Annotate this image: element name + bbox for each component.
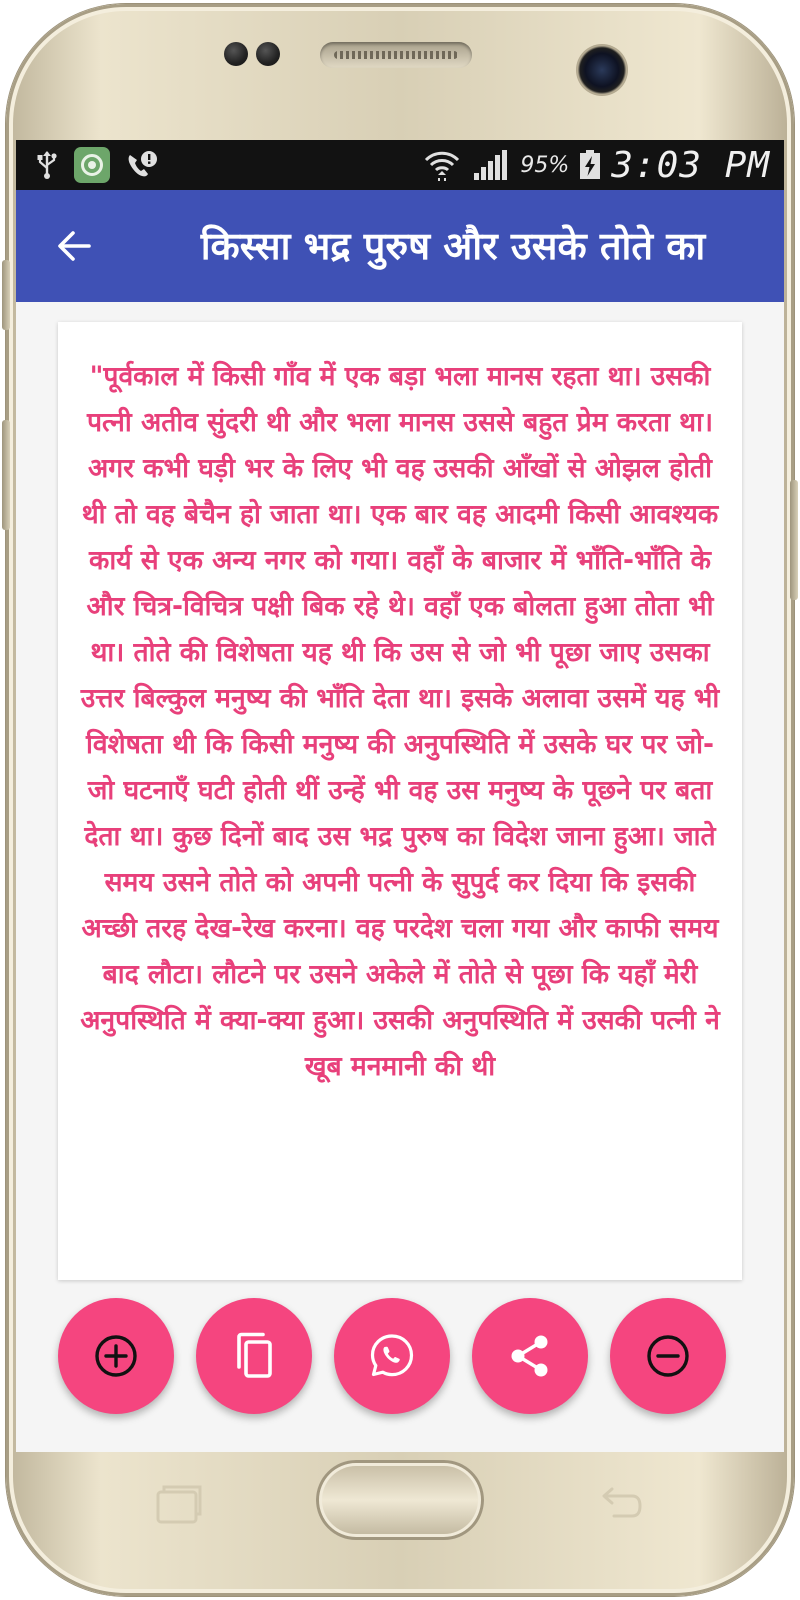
usb-icon — [34, 150, 60, 180]
zoom-in-button[interactable] — [58, 1298, 174, 1414]
battery-charging-icon — [579, 150, 601, 180]
minus-circle-icon — [645, 1333, 691, 1379]
home-button[interactable] — [316, 1460, 484, 1540]
status-bar — [16, 140, 784, 190]
share-button[interactable] — [472, 1298, 588, 1414]
sensor-dot — [256, 42, 280, 66]
app-bar — [16, 190, 784, 302]
action-button-row — [16, 1298, 784, 1418]
story-card — [58, 322, 742, 1280]
sensor-dot — [224, 42, 248, 66]
front-camera — [576, 44, 628, 96]
story-text: "पूर्वकाल में किसी गाँव में एक बड़ा भला मानस रहता था। उसकी पत्नी अतीव सुंदरी थी और भला मानस उससे बहुत प्रेम करता था। अगर कभी घड़ी भर के लिए भी वह उसकी आँखों से ओझल होती थी तो वह बेचैन हो जाता था। एक बार वह आदमी किसी आवश्यक कार्य से एक अन्य नगर को गया। वहाँ के बाजार में भाँति-भाँति के और चित्र-विचित्र पक्षी बिक रहे थे। वहाँ एक बोलता हुआ तोता भी था। तोते की विशेषता यह थी कि उस से जो भी पूछा जाए उसका उत्तर बिल्कुल मनुष्य की भाँति देता था। इसके अलावा उसमें यह भी विशेषता थी कि किसी मनुष्य की अनुपस्थिति में उसके घर पर जो-जो घटनाएँ घटी होती थीं उन्हें भी वह उस मनुष्य के पूछने पर बता देता था। कुछ दिनों बाद उस भद्र पुरुष का विदेश जाना हुआ। जाते समय उसने तोते को अपनी पत्नी के सुपुर्द कर दिया कि इसकी अच्छी तरह देख-रेख करना। वह परदेश चला गया और काफी समय बाद लौटा। लौटने पर उसने अकेले में तोते से पूछा कि यहाँ मेरी अनुपस्थिति में क्या-क्या हुआ। उसकी अनुपस्थिति में उसकी पत्नी ने खूब मनमानी की थी — [80, 361, 720, 1082]
back-button[interactable] — [46, 218, 102, 274]
sensor-dots — [224, 40, 284, 68]
earpiece-speaker — [320, 42, 472, 68]
missed-call-icon — [124, 149, 158, 181]
arrow-back-icon — [55, 227, 93, 265]
screen — [16, 140, 784, 1452]
battery-percent: 95% — [520, 152, 570, 178]
status-right-icons — [422, 144, 770, 186]
recent-apps-icon[interactable] — [152, 1478, 204, 1530]
whatsapp-button[interactable] — [334, 1298, 450, 1414]
whatsapp-icon — [367, 1331, 417, 1381]
copy-button[interactable] — [196, 1298, 312, 1414]
wifi-icon — [422, 148, 462, 182]
status-left-icons — [34, 148, 158, 182]
page-title: किस्सा भद्र पुरुष और उसके तोते का — [200, 224, 706, 268]
nav-back-icon[interactable] — [592, 1478, 644, 1530]
volume-key-lower — [2, 420, 10, 530]
earpiece-grill — [334, 51, 458, 59]
power-key — [790, 480, 798, 600]
app-notification-icon — [74, 147, 110, 183]
signal-icon — [472, 149, 510, 181]
volume-key — [2, 260, 10, 330]
share-icon — [507, 1333, 553, 1379]
copy-icon — [231, 1331, 277, 1381]
status-clock: 3:03 PM — [611, 144, 770, 186]
zoom-out-button[interactable] — [610, 1298, 726, 1414]
plus-circle-icon — [93, 1333, 139, 1379]
